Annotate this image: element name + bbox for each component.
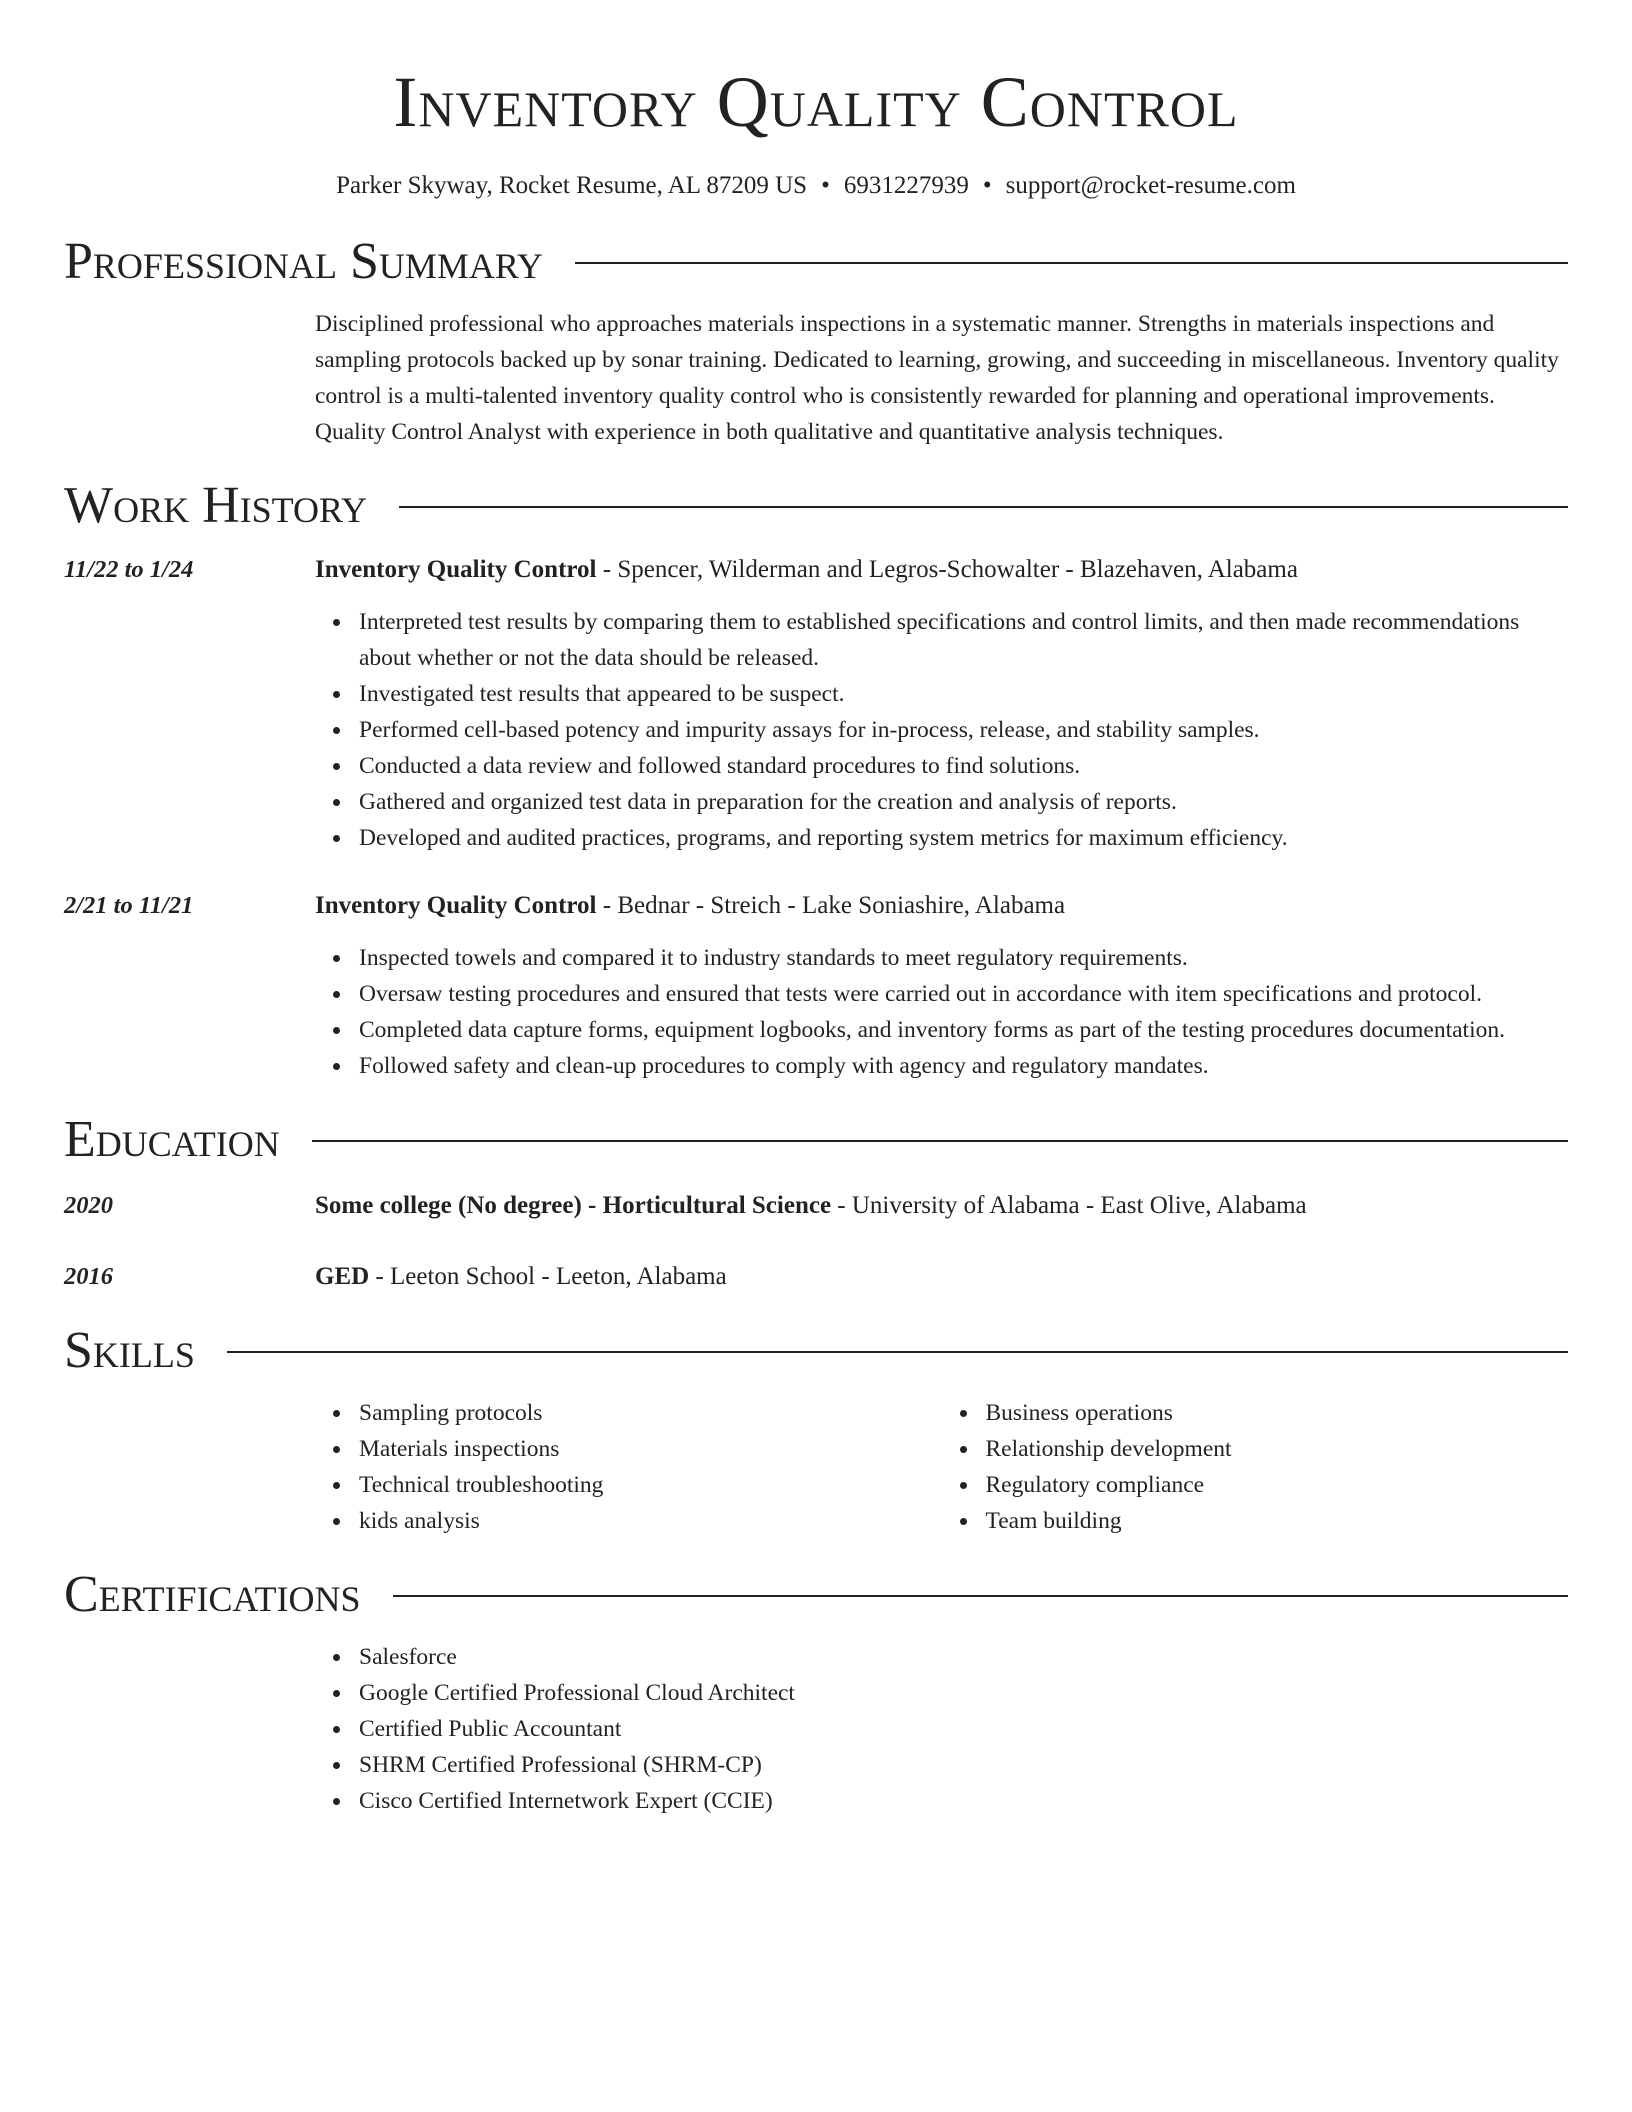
resume-page	[64, 0, 1568, 1819]
job-details: - Spencer, Wilderman and Legros-Schowalter - Blazehaven, Alabama	[596, 556, 1298, 583]
email: support@rocket-resume.com	[1005, 172, 1296, 199]
skills-column-right	[942, 1395, 1569, 1539]
list-item: Oversaw testing procedures and ensured that tests were carried out in accordance with item specifications and protocol.	[359, 976, 1568, 1012]
education-info	[315, 1259, 1568, 1295]
job-details: - Bednar - Streich - Lake Soniashire, Alabama	[596, 892, 1066, 919]
list-item: Materials inspections	[359, 1431, 942, 1467]
list-item: Team building	[986, 1503, 1569, 1539]
education-entry	[64, 1188, 1568, 1224]
contact-separator: •	[821, 172, 830, 199]
education-degree: Some college (No degree) - Horticultural Science	[315, 1192, 832, 1219]
job-info	[315, 552, 1568, 588]
list-item: Interpreted test results by comparing them to established specifications and control limits, and then made recommendations about whether or not the data should be released.	[359, 604, 1568, 676]
work-history-title: Work History	[64, 477, 368, 534]
section-divider	[399, 506, 1568, 508]
candidate-name: Inventory Quality Control	[393, 62, 1239, 142]
list-item: kids analysis	[359, 1503, 942, 1539]
list-item: Google Certified Professional Cloud Architect	[359, 1675, 1568, 1711]
education-details: - Leeton School - Leeton, Alabama	[369, 1263, 727, 1290]
job-role: Inventory Quality Control	[315, 892, 597, 919]
list-item: Salesforce	[359, 1639, 1568, 1675]
list-item: Performed cell-based potency and impurity assays for in-process, release, and stability samples.	[359, 712, 1568, 748]
section-divider	[227, 1351, 1568, 1353]
education-header	[64, 1110, 1568, 1170]
job-heading	[64, 552, 1568, 588]
list-item: Regulatory compliance	[986, 1467, 1569, 1503]
education-title: Education	[64, 1111, 280, 1168]
section-divider	[575, 262, 1568, 264]
phone: 6931227939	[843, 172, 969, 199]
list-item: Inspected towels and compared it to industry standards to meet regulatory requirements.	[359, 940, 1568, 976]
work-history-section	[64, 476, 1568, 1084]
job-entry	[64, 888, 1568, 1084]
list-item: Technical troubleshooting	[359, 1467, 942, 1503]
education-year: 2016	[64, 1263, 113, 1290]
summary-title: Professional Summary	[64, 233, 543, 290]
list-item: Gathered and organized test data in preparation for the creation and analysis of reports.	[359, 784, 1568, 820]
list-item: Conducted a data review and followed standard procedures to find solutions.	[359, 748, 1568, 784]
skills-header	[64, 1321, 1568, 1381]
list-item: Developed and audited practices, programs, and reporting system metrics for maximum efficiency.	[359, 820, 1568, 856]
job-entry	[64, 552, 1568, 856]
contact-line	[64, 170, 1568, 202]
job-dates: 11/22 to 1/24	[64, 556, 194, 583]
skills-column-left	[315, 1395, 942, 1539]
job-info	[315, 888, 1568, 924]
section-divider	[312, 1140, 1568, 1142]
certifications-list	[315, 1639, 1568, 1819]
work-history-header	[64, 476, 1568, 536]
summary-text: Disciplined professional who approaches materials inspections in a systematic manner. Strengths in materials inspections and sampling protocols backed up by sonar training. Dedicated to learning, growing, and succeeding in miscellaneous. Inventory quality control is a multi-talented inventory quality control who is consistently rewarded for planning and operational improvements. Quality Control Analyst with experience in both qualitative and quantitative analysis techniques.	[315, 311, 1559, 445]
job-bullets	[315, 604, 1568, 856]
address: Parker Skyway, Rocket Resume, AL 87209 US	[336, 172, 808, 199]
certifications-header	[64, 1565, 1568, 1625]
skills-title: Skills	[64, 1322, 195, 1379]
list-item: Relationship development	[986, 1431, 1569, 1467]
contact-separator: •	[982, 172, 992, 199]
summary-header	[64, 232, 1568, 292]
list-item: Sampling protocols	[359, 1395, 942, 1431]
education-section	[64, 1110, 1568, 1295]
list-item: Business operations	[986, 1395, 1569, 1431]
list-item: SHRM Certified Professional (SHRM-CP)	[359, 1747, 1568, 1783]
skills-section	[64, 1321, 1568, 1539]
list-item: Followed safety and clean-up procedures to comply with agency and regulatory mandates.	[359, 1048, 1568, 1084]
certifications-title: Certifications	[64, 1566, 361, 1623]
education-degree: GED	[315, 1263, 370, 1290]
job-heading	[64, 888, 1568, 924]
education-year: 2020	[64, 1192, 113, 1219]
job-dates: 2/21 to 11/21	[64, 892, 194, 919]
certifications-section	[64, 1565, 1568, 1819]
list-item: Investigated test results that appeared to be suspect.	[359, 676, 1568, 712]
education-entry	[64, 1259, 1568, 1295]
job-bullets	[315, 940, 1568, 1084]
job-role: Inventory Quality Control	[315, 556, 597, 583]
list-item: Certified Public Accountant	[359, 1711, 1568, 1747]
summary-section	[64, 232, 1568, 450]
education-info	[315, 1188, 1568, 1224]
list-item: Cisco Certified Internetwork Expert (CCIE)	[359, 1783, 1568, 1819]
skills-list	[315, 1395, 1568, 1539]
list-item: Completed data capture forms, equipment logbooks, and inventory forms as part of the testing procedures documentation.	[359, 1012, 1568, 1048]
section-divider	[393, 1595, 1568, 1597]
education-details: - University of Alabama - East Olive, Alabama	[831, 1192, 1307, 1219]
